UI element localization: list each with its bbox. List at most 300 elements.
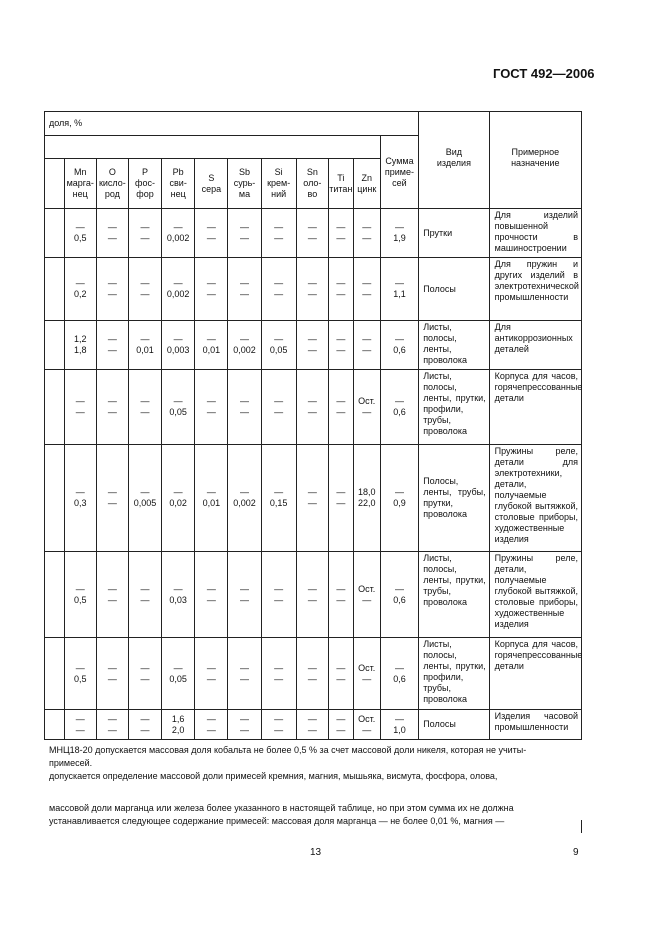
- value-min: —: [307, 278, 317, 288]
- product-type-cell: Листы, полосы, ленты, прутки, трубы, проволока: [419, 552, 489, 638]
- value-cell-s: [195, 552, 228, 638]
- value-max: —: [239, 594, 249, 605]
- value-cell-ti: [328, 209, 353, 258]
- sum-min: —: [394, 487, 404, 497]
- value-cell-si: [261, 370, 296, 445]
- value-max: 0,05: [169, 407, 187, 417]
- value-max: 0,2: [73, 289, 87, 299]
- value-max: —: [140, 673, 150, 684]
- element-name-part1: кисло-: [98, 178, 126, 188]
- value-max: —: [107, 673, 117, 684]
- sum-min: —: [394, 583, 404, 594]
- page-number-center: 13: [310, 847, 322, 858]
- element-name-part1: сви-: [169, 178, 187, 188]
- element-name-part2: ма: [238, 189, 251, 199]
- value-max: —: [107, 233, 117, 243]
- value-min: —: [362, 334, 372, 344]
- value-min: —: [140, 583, 150, 594]
- value-max: —: [107, 594, 117, 605]
- value-min: —: [274, 662, 284, 673]
- value-max: —: [274, 407, 284, 417]
- value-min: —: [107, 713, 117, 724]
- value-max: —: [140, 289, 150, 299]
- element-header-o: [96, 159, 128, 209]
- product-type-header-line: Вид: [445, 147, 463, 157]
- value-cell-ti: [328, 258, 353, 321]
- value-max: 0,002: [166, 233, 190, 243]
- value-max: —: [362, 233, 372, 243]
- purpose-header-line: Примерное: [511, 147, 560, 157]
- value-cell-sn: [296, 710, 328, 740]
- value-min: —: [107, 278, 117, 288]
- value-min: —: [307, 396, 317, 406]
- note-manganese: массовой доли марганца или железа более указанного в настоящей таблице, но при этом сумма их не должна: [49, 803, 514, 813]
- value-min: —: [307, 334, 317, 344]
- value-cell-ti: [328, 552, 353, 638]
- value-max: —: [274, 594, 284, 605]
- value-min: —: [206, 278, 216, 288]
- value-cell-pb: [162, 552, 195, 638]
- value-min: —: [274, 396, 284, 406]
- value-cell-o: [96, 638, 128, 710]
- value-cell-sb: [228, 445, 261, 552]
- element-name-part2: нец: [170, 189, 186, 199]
- value-min: —: [274, 487, 284, 497]
- value-min: —: [107, 662, 117, 673]
- element-symbol: Pb: [172, 167, 184, 177]
- sum-min: —: [394, 334, 404, 344]
- sum-header-line: Сумма: [385, 155, 414, 166]
- value-max: 0,005: [133, 498, 157, 508]
- element-symbol: P: [142, 167, 149, 177]
- value-max: 0,05: [269, 345, 288, 355]
- value-cell-zn: [353, 445, 380, 552]
- value-min: —: [362, 278, 372, 288]
- value-min: —: [206, 713, 216, 724]
- empty-col-header: [45, 159, 65, 209]
- sum-max: 0,6: [393, 594, 406, 605]
- sum-min: —: [394, 713, 404, 724]
- empty-cell: [45, 209, 65, 258]
- value-max: —: [140, 594, 150, 605]
- sum-cell: [380, 638, 418, 710]
- value-cell-pb: [162, 209, 195, 258]
- empty-cell: [45, 552, 65, 638]
- value-min: —: [239, 222, 249, 232]
- value-max: —: [336, 233, 346, 243]
- value-cell-o: [96, 370, 128, 445]
- purpose-cell: Для пружин и других изделий в электротехнической промышленности: [489, 258, 581, 321]
- element-header-s: [195, 159, 228, 209]
- right-margin-line: [581, 820, 582, 833]
- sum-cell: [380, 710, 418, 740]
- impurity-table: [44, 111, 582, 740]
- sum-header-line: приме-: [384, 166, 414, 177]
- value-min: —: [140, 713, 150, 724]
- value-max: —: [274, 724, 284, 735]
- value-cell-sb: [228, 209, 261, 258]
- value-min: —: [206, 222, 216, 232]
- value-min: Ост.: [358, 662, 376, 673]
- value-min: —: [274, 278, 284, 288]
- value-cell-pb: [162, 445, 195, 552]
- value-min: —: [239, 662, 249, 673]
- value-min: —: [107, 583, 117, 594]
- value-min: —: [336, 487, 346, 497]
- purpose-cell: Корпуса для часов, горячепрессованные детали: [489, 638, 581, 710]
- value-cell-si: [261, 710, 296, 740]
- value-cell-si: [261, 258, 296, 321]
- header-row-mass-share: [45, 112, 582, 136]
- value-max: 0,01: [136, 345, 154, 355]
- value-cell-p: [128, 638, 161, 710]
- value-max: —: [307, 724, 317, 735]
- purpose-cell: Пружины реле, детали для электротехники, детали, получаемые глубокой вытяжкой, столовые приборы, художественные изделия: [489, 445, 581, 552]
- table-row: [45, 321, 582, 370]
- product-type-cell: Полосы, ленты, трубы, прутки, проволока: [419, 445, 489, 552]
- value-min: —: [140, 487, 150, 497]
- value-max: —: [239, 673, 249, 684]
- sum-max: 1,1: [393, 289, 406, 299]
- element-name-part2: ний: [271, 189, 287, 199]
- value-min: —: [336, 278, 346, 288]
- element-header-sn: [296, 159, 328, 209]
- product-type-cell: Листы, полосы, ленты, проволока: [419, 321, 489, 370]
- value-min: —: [274, 334, 284, 344]
- value-cell-s: [195, 209, 228, 258]
- value-cell-zn: [353, 710, 380, 740]
- element-header-p: [128, 159, 161, 209]
- purpose-header-line: назначение: [511, 158, 560, 168]
- value-cell-s: [195, 638, 228, 710]
- value-min: —: [173, 278, 183, 288]
- purpose-cell: Корпуса для часов, горячепрессованные детали: [489, 370, 581, 445]
- value-cell-sn: [296, 321, 328, 370]
- value-cell-s: [195, 321, 228, 370]
- value-cell-zn: [353, 209, 380, 258]
- table-row: [45, 638, 582, 710]
- sum-min: —: [394, 396, 404, 406]
- value-max: 2,0: [171, 724, 185, 735]
- purpose-header: [489, 112, 581, 209]
- element-symbol: Sb: [238, 167, 250, 177]
- value-max: 0,5: [73, 673, 87, 684]
- value-max: —: [107, 724, 117, 735]
- value-cell-zn: [353, 638, 380, 710]
- table-row: [45, 370, 582, 445]
- sum-cell: [380, 370, 418, 445]
- value-cell-si: [261, 552, 296, 638]
- value-max: —: [239, 724, 249, 735]
- value-cell-si: [261, 321, 296, 370]
- element-header-si: [261, 159, 296, 209]
- value-max: —: [107, 345, 117, 355]
- value-min: —: [274, 583, 284, 594]
- value-cell-ti: [328, 321, 353, 370]
- element-header-mn: [64, 159, 96, 209]
- value-cell-mn: [64, 209, 96, 258]
- value-cell-p: [128, 445, 161, 552]
- value-max: —: [75, 407, 85, 417]
- value-min: —: [75, 583, 85, 594]
- value-min: —: [140, 396, 150, 406]
- value-max: —: [362, 594, 372, 605]
- empty-cell: [45, 710, 65, 740]
- value-min: —: [336, 396, 346, 406]
- value-cell-sb: [228, 552, 261, 638]
- value-min: —: [336, 334, 346, 344]
- sum-cell: [380, 258, 418, 321]
- value-max: —: [206, 407, 216, 417]
- value-min: —: [239, 713, 249, 724]
- product-type-cell: Листы, полосы, ленты, прутки, профили, трубы, проволока: [419, 638, 489, 710]
- value-max: —: [362, 407, 372, 417]
- value-min: —: [336, 222, 346, 232]
- value-min: —: [206, 334, 216, 344]
- empty-cell: [45, 445, 65, 552]
- empty-cell: [45, 258, 65, 321]
- value-min: —: [307, 713, 317, 724]
- value-max: —: [274, 289, 284, 299]
- element-name-part1: сера: [201, 183, 222, 194]
- value-max: 0,002: [233, 345, 256, 355]
- value-min: —: [307, 222, 317, 232]
- value-cell-p: [128, 552, 161, 638]
- value-min: —: [140, 662, 150, 673]
- value-cell-mn: [64, 258, 96, 321]
- element-header-sb: [228, 159, 261, 209]
- value-cell-mn: [64, 370, 96, 445]
- value-max: —: [336, 289, 346, 299]
- value-min: —: [239, 583, 249, 594]
- value-cell-pb: [162, 370, 195, 445]
- note-impurities: допускается определение массовой доли примесей кремния, магния, мышьяка, висмута, фосфора, олова,: [49, 771, 498, 781]
- value-min: 18,0: [357, 487, 376, 497]
- value-max: —: [274, 673, 284, 684]
- value-min: —: [206, 396, 216, 406]
- note-content: устанавливается следующее содержание примесей: массовая доля марганца — не более 0,01 %, магния —: [49, 816, 505, 826]
- value-min: —: [173, 487, 183, 497]
- value-cell-sb: [228, 258, 261, 321]
- sum-max: 1,0: [393, 724, 406, 735]
- value-cell-o: [96, 321, 128, 370]
- value-cell-sn: [296, 370, 328, 445]
- value-max: —: [107, 498, 117, 508]
- value-min: —: [107, 222, 117, 232]
- value-max: —: [362, 673, 372, 684]
- value-cell-o: [96, 445, 128, 552]
- value-min: —: [307, 487, 317, 497]
- note-cobalt-line1: МНЦ18-20 допускается массовая доля кобальта не более 0,5 % за счет массовой доли никеля, которая не учиты-: [49, 745, 527, 755]
- value-cell-pb: [162, 710, 195, 740]
- value-min: —: [274, 222, 284, 232]
- value-cell-p: [128, 209, 161, 258]
- element-name-part1: крем-: [267, 178, 291, 188]
- value-max: 0,003: [166, 345, 190, 355]
- value-max: —: [107, 289, 117, 299]
- value-cell-sb: [228, 710, 261, 740]
- value-cell-o: [96, 710, 128, 740]
- value-cell-sn: [296, 552, 328, 638]
- value-cell-p: [128, 710, 161, 740]
- value-cell-zn: [353, 258, 380, 321]
- blank-header-cell: [45, 136, 381, 159]
- value-cell-zn: [353, 552, 380, 638]
- value-max: 0,3: [73, 498, 87, 508]
- element-name-part2: род: [104, 189, 120, 199]
- value-cell-mn: [64, 445, 96, 552]
- sum-impurities-header: [380, 136, 418, 209]
- value-cell-ti: [328, 445, 353, 552]
- table-row: [45, 445, 582, 552]
- value-max: —: [336, 594, 346, 605]
- value-max: —: [336, 673, 346, 684]
- sum-min: —: [394, 278, 404, 288]
- empty-cell: [45, 638, 65, 710]
- empty-cell: [45, 370, 65, 445]
- value-min: —: [307, 662, 317, 673]
- element-name-part1: оло-: [303, 178, 322, 188]
- value-max: 0,03: [169, 594, 187, 605]
- value-cell-mn: [64, 638, 96, 710]
- element-symbol: S: [208, 172, 215, 183]
- value-min: —: [206, 487, 216, 497]
- value-min: Ост.: [358, 713, 376, 724]
- mass-share-label: доля, %: [45, 112, 419, 136]
- value-max: 0,15: [269, 498, 288, 508]
- value-cell-p: [128, 258, 161, 321]
- value-cell-pb: [162, 258, 195, 321]
- value-max: —: [307, 407, 317, 417]
- product-type-header-line: изделия: [436, 158, 471, 168]
- element-name-part1: цинк: [357, 183, 377, 194]
- value-max: —: [307, 498, 317, 508]
- value-max: —: [206, 289, 216, 299]
- element-symbol: Si: [274, 167, 283, 177]
- value-min: —: [336, 662, 346, 673]
- product-type-header: [419, 112, 489, 209]
- element-symbol: Mn: [73, 167, 87, 177]
- value-max: —: [307, 345, 317, 355]
- value-min: Ост.: [358, 583, 376, 594]
- value-min: Ост.: [358, 396, 376, 406]
- element-header-zn: [353, 159, 380, 209]
- sum-min: —: [394, 222, 404, 232]
- table-row: [45, 710, 582, 740]
- value-min: —: [239, 396, 249, 406]
- element-name-part1: сурь-: [233, 178, 256, 188]
- element-name-part2: нец: [72, 189, 88, 199]
- value-cell-si: [261, 638, 296, 710]
- value-cell-sn: [296, 638, 328, 710]
- empty-cell: [45, 321, 65, 370]
- value-cell-sb: [228, 370, 261, 445]
- value-max: —: [239, 233, 249, 243]
- value-min: 1,2: [73, 334, 87, 344]
- value-min: —: [173, 334, 183, 344]
- sum-cell: [380, 552, 418, 638]
- product-type-cell: Полосы: [419, 710, 489, 740]
- value-min: —: [206, 662, 216, 673]
- value-max: —: [362, 345, 372, 355]
- value-cell-zn: [353, 370, 380, 445]
- value-max: —: [75, 724, 85, 735]
- value-cell-zn: [353, 321, 380, 370]
- value-min: —: [274, 713, 284, 724]
- element-header-ti: [328, 159, 353, 209]
- value-cell-p: [128, 321, 161, 370]
- value-max: —: [336, 498, 346, 508]
- value-max: 0,002: [166, 289, 190, 299]
- value-cell-sn: [296, 209, 328, 258]
- element-symbol: Sn: [306, 167, 318, 177]
- value-cell-ti: [328, 710, 353, 740]
- value-cell-ti: [328, 370, 353, 445]
- value-max: 0,5: [73, 233, 87, 243]
- value-max: —: [336, 345, 346, 355]
- product-type-cell: Листы, полосы, ленты, прутки, профили, трубы, проволока: [419, 370, 489, 445]
- table-row: [45, 258, 582, 321]
- value-min: —: [75, 713, 85, 724]
- value-cell-sn: [296, 445, 328, 552]
- value-min: —: [206, 583, 216, 594]
- sum-max: 0,6: [393, 673, 406, 684]
- value-min: —: [239, 334, 249, 344]
- value-max: 1,8: [73, 345, 87, 355]
- sum-max: 1,9: [393, 233, 406, 243]
- value-max: —: [274, 233, 284, 243]
- sum-min: —: [394, 662, 404, 673]
- element-name-part2: во: [307, 189, 318, 199]
- value-max: 0,5: [73, 594, 87, 605]
- value-max: —: [307, 289, 317, 299]
- purpose-cell: Для изделий повышенной прочности в машиностроении: [489, 209, 581, 258]
- note-cobalt-line2: примесей.: [49, 758, 93, 768]
- sum-max: 0,9: [393, 498, 406, 508]
- value-min: —: [173, 662, 183, 673]
- value-min: —: [75, 662, 85, 673]
- value-min: —: [107, 396, 117, 406]
- sum-cell: [380, 209, 418, 258]
- value-min: —: [140, 278, 150, 288]
- value-min: —: [107, 334, 117, 344]
- value-max: —: [336, 407, 346, 417]
- value-max: —: [206, 594, 216, 605]
- value-min: —: [173, 396, 183, 406]
- value-cell-sn: [296, 258, 328, 321]
- value-max: —: [140, 407, 150, 417]
- value-max: —: [206, 233, 216, 243]
- value-min: —: [140, 334, 150, 344]
- value-max: —: [239, 407, 249, 417]
- value-max: —: [239, 289, 249, 299]
- purpose-cell: Изделия часовой промышленности: [489, 710, 581, 740]
- value-cell-mn: [64, 321, 96, 370]
- value-min: —: [173, 583, 183, 594]
- value-min: —: [75, 396, 85, 406]
- value-cell-pb: [162, 638, 195, 710]
- value-cell-o: [96, 552, 128, 638]
- value-min: —: [336, 713, 346, 724]
- product-type-cell: Прутки: [419, 209, 489, 258]
- page-number-right: 9: [573, 847, 579, 858]
- value-max: —: [140, 233, 150, 243]
- value-cell-mn: [64, 710, 96, 740]
- value-max: 0,01: [202, 498, 221, 508]
- value-cell-pb: [162, 321, 195, 370]
- value-max: —: [336, 724, 346, 735]
- value-cell-p: [128, 370, 161, 445]
